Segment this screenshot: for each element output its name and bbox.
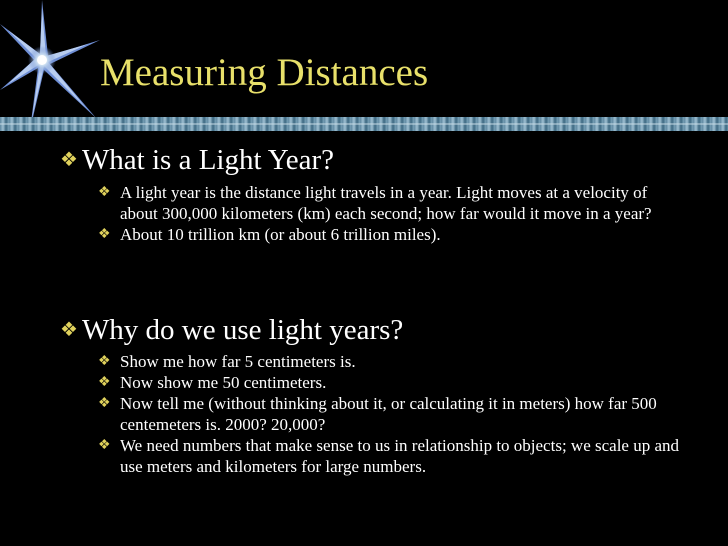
diamond-bullet-icon: ❖ (98, 438, 111, 453)
section-heading-text: What is a Light Year? (81, 144, 335, 176)
light-year-bullet-list (98, 182, 688, 245)
list-item (98, 393, 688, 435)
section-heading-text: Why do we use light years? (81, 314, 404, 346)
diamond-bullet-icon: ❖ (98, 185, 111, 200)
list-item-text: About 10 trillion km (or about 6 trillion miles). (120, 225, 441, 244)
list-item-text: A light year is the distance light travels in a year. Light moves at a velocity of about 300,000 kilometers (km) each second; how far would it move in a year? (120, 183, 652, 223)
list-item-text: Show me how far 5 centimeters is. (120, 352, 356, 371)
list-item-text: Now show me 50 centimeters. (120, 373, 327, 392)
list-item (98, 182, 688, 224)
diamond-bullet-icon: ❖ (98, 354, 111, 369)
list-item-text: We need numbers that make sense to us in relationship to objects; we scale up and use meters and kilometers for large numbers. (120, 436, 680, 476)
list-item (98, 372, 688, 393)
diamond-bullet-icon: ❖ (98, 396, 111, 411)
list-item (98, 224, 688, 245)
list-item-text: Now tell me (without thinking about it, or calculating it in meters) how far 500 centemeters is. 2000? 20,000? (120, 394, 657, 434)
list-item (98, 435, 688, 477)
list-item (98, 351, 688, 372)
star-logo-icon (0, 0, 100, 130)
diamond-bullet-icon: ❖ (60, 319, 78, 341)
title-divider (0, 117, 728, 131)
diamond-bullet-icon: ❖ (60, 149, 78, 171)
diamond-bullet-icon: ❖ (98, 227, 111, 242)
why-light-years-bullet-list (98, 351, 688, 477)
section-heading-why-light-years (60, 312, 403, 351)
diamond-bullet-icon: ❖ (98, 375, 111, 390)
section-heading-light-year (60, 142, 334, 181)
slide-title: Measuring Distances (100, 51, 429, 94)
